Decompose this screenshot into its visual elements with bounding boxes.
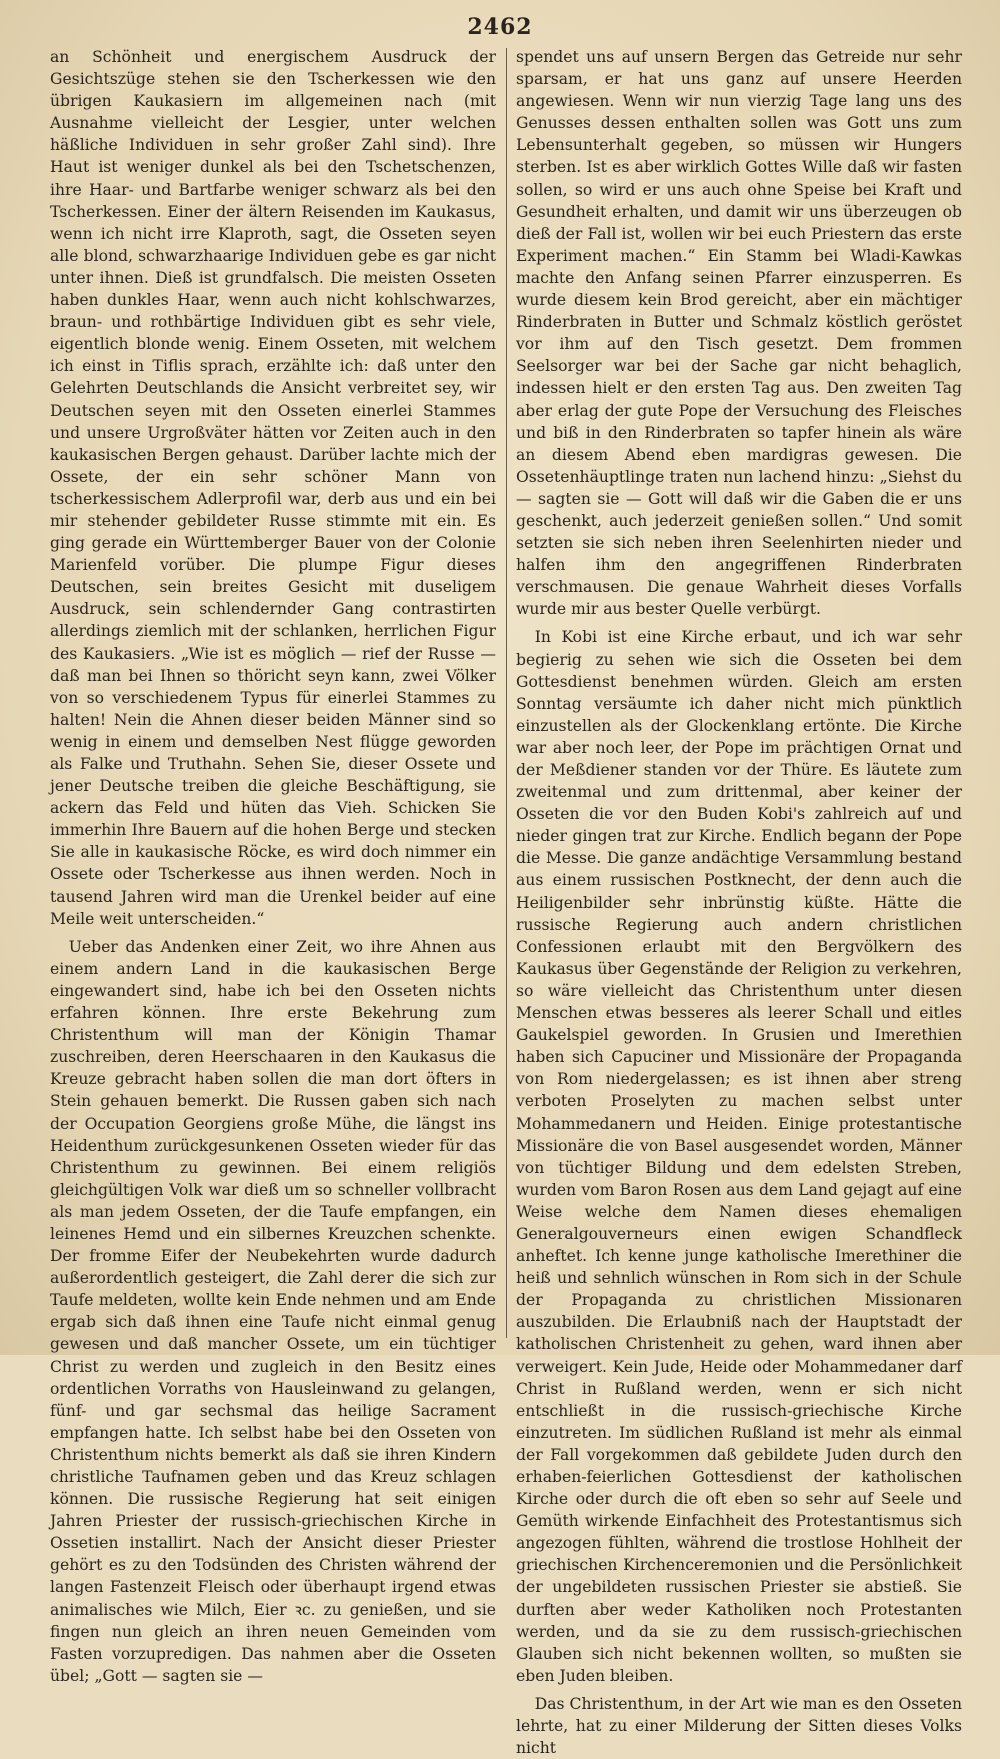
right-paragraph-1: spendet uns auf unsern Bergen das Getreide nur sehr sparsam, er hat uns ganz auf unsere Heerden angewiesen. Wenn wir nun vierzig Tage lang uns des Genusses dessen enthalten sollen was Gott uns zum Lebensunterhalt gegeben, so müssen wir Hungers sterben. Ist es aber wirklich Gottes Wille daß wir fasten sollen, so wird er uns auch ohne Speise bei Kraft und Gesundheit erhalten, und damit wir uns überzeugen ob dieß der Fall ist, wollen wir bei euch Priestern das erste Experiment machen.“ Ein Stamm bei Wladi-Kawkas machte den Anfang seinen Pfarrer einzusperren. Es wurde diesem kein Brod gereicht, aber ein mächtiger Rinderbraten in Butter und Schmalz köstlich geröstet vor ihm auf den Tisch gesetzt. Dem frommen Seelsorger war bei der Sache gar nicht behaglich, indessen hielt er den ersten Tag aus. Den zweiten Tag aber erlag der gute Pope der Versuchung des Fleisches und biß in den Rinderbraten so tapfer hinein als wäre an diesem Abend eben mardigras gewesen. Die Ossetenhäuptlinge traten nun lachend hinzu: „Siehst du — sagten sie — Gott will daß wir die Gaben die er uns geschenkt, auch jederzeit genießen sollen.“ Und somit setzten sie sich neben ihren Seelenhirten nieder und halfen ihm den angegriffenen Rinderbraten verschmausen. Die genaue Wahrheit dieses Vorfalls wurde mir aus bester Quelle verbürgt. <box>516 48 962 619</box>
left-paragraph-2: Ueber das Andenken einer Zeit, wo ihre Ahnen aus einem andern Land in die kaukasischen Berge eingewandert sind, habe ich bei den Osseten nichts erfahren können. Ihre erste Bekehrung zum Christenthum will man der Königin Thamar zuschreiben, deren Heerschaaren in den Kaukasus die Kreuze gebracht haben sollen die man dort öfters in Stein gehauen bemerkt. Die Russen gaben sich nach der Occupation Georgiens große Mühe, die längst ins Heidenthum zurückgesunkenen Osseten wieder für das Christenthum zu gewinnen. Bei einem religiös gleichgültigen Volk war dieß um so schneller vollbracht als man jedem Osseten, der die Taufe empfangen, ein leinenes Hemd und ein silbernes Kreuzchen schenkte. Der fromme Eifer der Neubekehrten wurde dadurch außerordentlich gesteigert, die Zahl derer die sich zur Taufe meldeten, wollte kein Ende nehmen und am Ende ergab sich daß ihnen eine Taufe nicht einmal genug gewesen und daß mancher Ossete, um ein tüchtiger Christ zu werden und zugleich in den Besitz eines ordentlichen Vorraths von Hausleinwand zu gelangen, fünf- und gar sechsmal das heilige Sacrament empfangen hatte. Ich selbst habe bei den Osseten von Christenthum nichts bemerkt als daß sie ihren Kindern christliche Taufnamen geben und das Kreuz schlagen können. Die russische Regierung hat seit einigen Jahren Priester der russisch-griechischen Kirche in Ossetien installirt. Nach der Ansicht dieser Priester gehört es zu den Todsünden des Christen während der langen Fastenzeit Fleisch oder überhaupt irgend etwas animalisches wie Milch, Eier ꝛc. zu genießen, und sie fingen nun gleich an ihren neuen Gemeinden vom Fasten vorzupredigen. Das nahmen aber die Osseten übel; „Gott — sagten sie — <box>50 937 496 1685</box>
right-paragraph-2: In Kobi ist eine Kirche erbaut, und ich war sehr begierig zu sehen wie sich die Osseten bei dem Gottesdienst benehmen würden. Gleich am ersten Sonntag versäumte ich daher nicht mich pünktlich einzustellen als der Glockenklang ertönte. Die Kirche war aber noch leer, der Pope im prächtigen Ornat und der Meßdiener standen vor der Thüre. Es läutete zum zweitenmal und zum drittenmal, aber keiner der Osseten die vor den Buden Kobi's zahlreich auf und nieder gingen trat zur Kirche. Endlich begann der Pope die Messe. Die ganze andächtige Versammlung bestand aus einem russischen Postknecht, der denn auch die Heiligenbilder sehr inbrünstig küßte. Hätte die russische Regierung auch andern christlichen Confessionen erlaubt mit den Bergvölkern des Kaukasus über Gegenstände der Religion zu verkehren, so wäre vielleicht das Christenthum unter diesen Menschen etwas besseres als leerer Schall und eitles Gaukelspiel geworden. In Grusien und Imerethien haben sich Capuciner und Missionäre der Propaganda von Rom niedergelassen; es ist ihnen aber streng verboten Proselyten zu machen selbst unter Mohammedanern und Heiden. Einige protestantische Missionäre die von Basel ausgesendet worden, Männer von tüchtiger Bildung und dem edelsten Streben, wurden vom Baron Rosen aus dem Land gejagt auf eine Weise welche dem Namen dieses ehemaligen Generalgouverneurs einen ewigen Schandfleck anheftet. Ich kenne junge katholische Imerethiner die heiß und sehnlich wünschen in Rom sich in der Schule der Propaganda zu christlichen Missionaren auszubilden. Die Erlaubniß nach der Hauptstadt der katholischen Christenheit zu gehen, ward ihnen aber verweigert. Kein Jude, Heide oder Mohammedaner darf Christ in Rußland werden, wenn er sich nicht entschließt in die russisch-griechische Kirche einzutreten. Im südlichen Rußland ist mehr als einmal der Fall vorgekommen daß gebildete Juden durch den erhaben-feierlichen Gottesdienst der katholischen Kirche oder durch die oft eben so sehr auf Seele und Gemüth wirkende Einfachheit des Protestantismus sich angezogen fühlten, während die trostlose Hohlheit der griechischen Kirchenceremonien und die Persönlichkeit der ungebildeten russischen Priester sie abstieß. Sie durften aber weder Katholiken noch Protestanten werden, und da sie zu dem russisch-griechischen Glauben sich nicht bekennen wollten, so mußten sie eben Juden bleiben. <box>516 628 962 1685</box>
right-paragraph-3: Das Christenthum, in der Art wie man es den Osseten lehrte, hat zu einer Milderung der Sitten dieses Volks nicht <box>516 1694 962 1758</box>
right-column <box>516 46 962 1758</box>
column-divider <box>506 48 507 1338</box>
left-paragraph-1: an Schönheit und energischem Ausdruck der Gesichtszüge stehen sie den Tscherkessen wie den übrigen Kaukasiern im allgemeinen nach (mit Ausnahme vielleicht der Lesgier, unter welchen häßliche Individuen in sehr großer Zahl sind). Ihre Haut ist weniger dunkel als bei den Tschetschenzen, ihre Haar- und Bartfarbe weniger schwarz als bei den Tscherkessen. Einer der ältern Reisenden im Kaukasus, wenn ich nicht irre Klaproth, sagt, die Osseten seyen alle blond, schwarzhaarige Individuen gebe es gar nicht unter ihnen. Dieß ist grundfalsch. Die meisten Osseten haben dunkles Haar, wenn auch nicht kohlschwarzes, braun- und rothbärtige Individuen gibt es sehr viele, eigentlich blonde wenig. Einem Osseten, mit welchem ich einst in Tiflis sprach, erzählte ich: daß unter den Gelehrten Deutschlands die Ansicht verbreitet sey, wir Deutschen seyen mit den Osseten einerlei Stammes und unsere Urgroßväter hätten vor Zeiten auch in den kaukasischen Bergen gehaust. Darüber lachte mich der Ossete, der ein sehr schöner Mann von tscherkessischem Adlerprofil war, derb aus und ein bei mir stehender gebildeter Russe stimmte mit ein. Es ging gerade ein Württemberger Bauer von der Colonie Marienfeld vorüber. Die plumpe Figur dieses Deutschen, sein breites Gesicht mit duseligem Ausdruck, sein schlendernder Gang contrastirten allerdings ziemlich mit der schlanken, herrlichen Figur des Kaukasiers. „Wie ist es möglich — rief der Russe — daß man bei Ihnen so thöricht seyn kann, zwei Völker von so verschiedenem Typus für einerlei Stammes zu halten! Nein die Ahnen dieser beiden Männer sind so wenig in einem und demselben Nest flügge geworden als Falke und Truthahn. Sehen Sie, dieser Ossete und jener Deutsche treiben die gleiche Beschäftigung, sie ackern das Feld und hüten das Vieh. Schicken Sie immerhin Ihre Bauern auf die hohen Berge und stecken Sie alle in kaukasische Röcke, es wird doch nimmer ein Ossete oder Tscherkesse aus ihnen werden. Noch in tausend Jahren wird man die Urenkel beider auf eine Meile weit unterscheiden.“ <box>50 48 496 928</box>
left-column <box>50 46 496 1685</box>
page-number: 2462 <box>467 14 533 40</box>
